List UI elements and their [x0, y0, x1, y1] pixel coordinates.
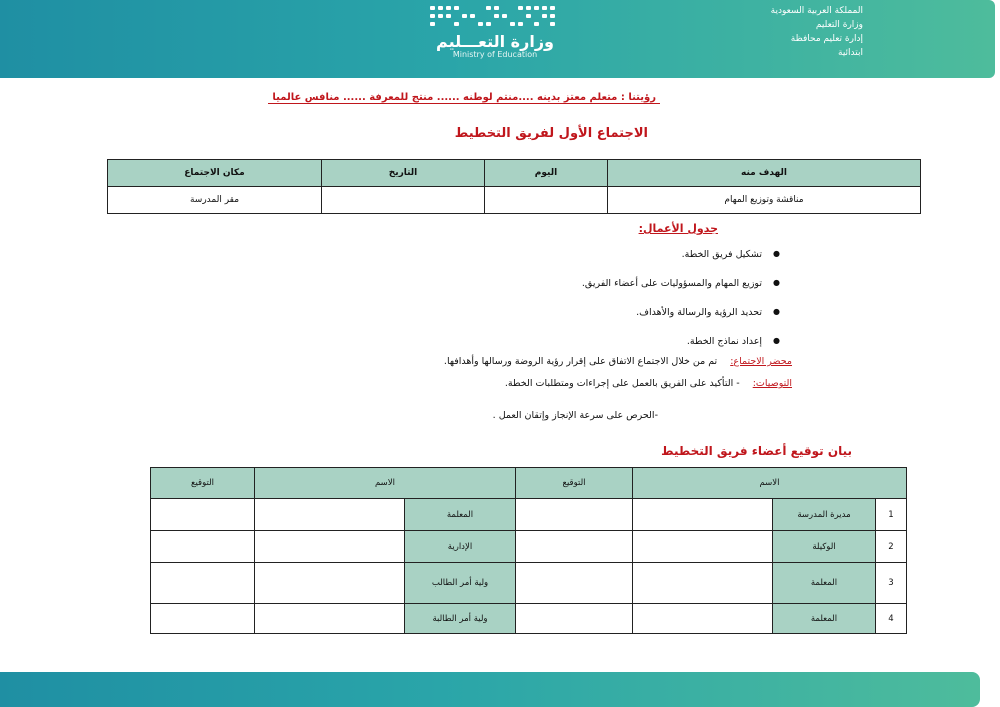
role-right: الوكيلة [773, 531, 876, 563]
role-right: المعلمة [773, 563, 876, 604]
header-date: التاريخ [322, 160, 485, 187]
signatures-title: بيان توقيع أعضاء فريق التخطيط [661, 444, 852, 458]
signature-row [151, 499, 907, 531]
cell-date [322, 187, 485, 214]
signature-row [151, 604, 907, 634]
signature-right-blank [516, 563, 633, 604]
page-footer-band [0, 672, 980, 707]
name-left-blank [255, 563, 405, 604]
cell-goal: مناقشة وتوزيع المهام [608, 187, 921, 214]
name-right-blank [633, 563, 773, 604]
cell-day [485, 187, 608, 214]
signature-right-blank [516, 604, 633, 634]
logo-dots-icon [428, 4, 562, 30]
header-org-lines [743, 4, 863, 60]
agenda-list [582, 249, 780, 365]
name-right-blank [633, 531, 773, 563]
header-name-right: الاسم [633, 468, 907, 499]
recommendation-item: -الحرص على سرعة الإنجاز وإتقان العمل . [492, 410, 658, 421]
name-left-blank [255, 499, 405, 531]
header-line-directorate: إدارة تعليم محافظة [790, 34, 863, 44]
logo-arabic-text: وزارة التعـــليم [436, 32, 554, 51]
role-left: المعلمة [405, 499, 516, 531]
signature-left-blank [151, 604, 255, 634]
meeting-info-table [107, 159, 921, 214]
role-right: مديرة المدرسة [773, 499, 876, 531]
ministry-logo [420, 4, 570, 60]
vision-statement: رؤيتنا : متعلم معتز بدينه ....منتم لوطنه ...... منتج للمعرفة ...... منافس عالميا [268, 92, 660, 104]
name-left-blank [255, 531, 405, 563]
meeting-table-row [108, 187, 921, 214]
signature-row [151, 563, 907, 604]
name-left-blank [255, 604, 405, 634]
cell-location: مقر المدرسة [108, 187, 322, 214]
minutes-text: تم من خلال الاجتماع الاتفاق على إقرار رؤية الروضة ورسالها وأهدافها. [443, 356, 718, 367]
recommendation-item: - التأكيد على الفريق بالعمل على إجراءات ومتطلبات الخطة. [504, 378, 740, 389]
signature-right-blank [516, 531, 633, 563]
role-right: المعلمة [773, 604, 876, 634]
name-right-blank [633, 499, 773, 531]
signatures-table [150, 467, 907, 634]
signature-left-blank [151, 531, 255, 563]
recommendations-line [505, 378, 792, 389]
agenda-item: ● توزيع المهام والمسؤوليات على أعضاء الفريق. [582, 278, 780, 307]
agenda-item: ● إعداد نماذج الخطة. [582, 336, 780, 365]
agenda-item: ● تشكيل فريق الخطة. [582, 249, 780, 278]
header-line-ministry: وزارة التعليم [815, 20, 863, 30]
header-signature-left: التوقيع [151, 468, 255, 499]
signature-right-blank [516, 499, 633, 531]
row-number: 2 [876, 531, 907, 563]
page-header [0, 0, 995, 78]
page-title: الاجتماع الأول لفريق التخطيط [454, 126, 648, 141]
header-name-left: الاسم [255, 468, 516, 499]
meeting-table-header [108, 160, 921, 187]
header-day: اليوم [485, 160, 608, 187]
header-signature-right: التوقيع [516, 468, 633, 499]
recommendations-label: التوصيات: [752, 378, 792, 389]
header-location: مكان الاجتماع [108, 160, 322, 187]
row-number: 4 [876, 604, 907, 634]
signature-row [151, 531, 907, 563]
logo-english-text: Ministry of Education [452, 50, 538, 59]
header-line-school: ابتدائية [838, 48, 863, 58]
row-number: 3 [876, 563, 907, 604]
header-line-country: المملكة العربية السعودية [770, 6, 863, 16]
row-number: 1 [876, 499, 907, 531]
role-left: ولية أمر الطالبة [405, 604, 516, 634]
signature-left-blank [151, 563, 255, 604]
signatures-header [151, 468, 907, 499]
agenda-item: ● تحديد الرؤية والرسالة والأهداف. [582, 307, 780, 336]
header-goal: الهدف منه [608, 160, 921, 187]
minutes-label: محضر الاجتماع: [730, 356, 792, 367]
role-left: الإدارية [405, 531, 516, 563]
signature-left-blank [151, 499, 255, 531]
role-left: ولية أمر الطالب [405, 563, 516, 604]
name-right-blank [633, 604, 773, 634]
minutes-line [444, 356, 792, 367]
agenda-title: جدول الأعمال: [638, 222, 718, 235]
